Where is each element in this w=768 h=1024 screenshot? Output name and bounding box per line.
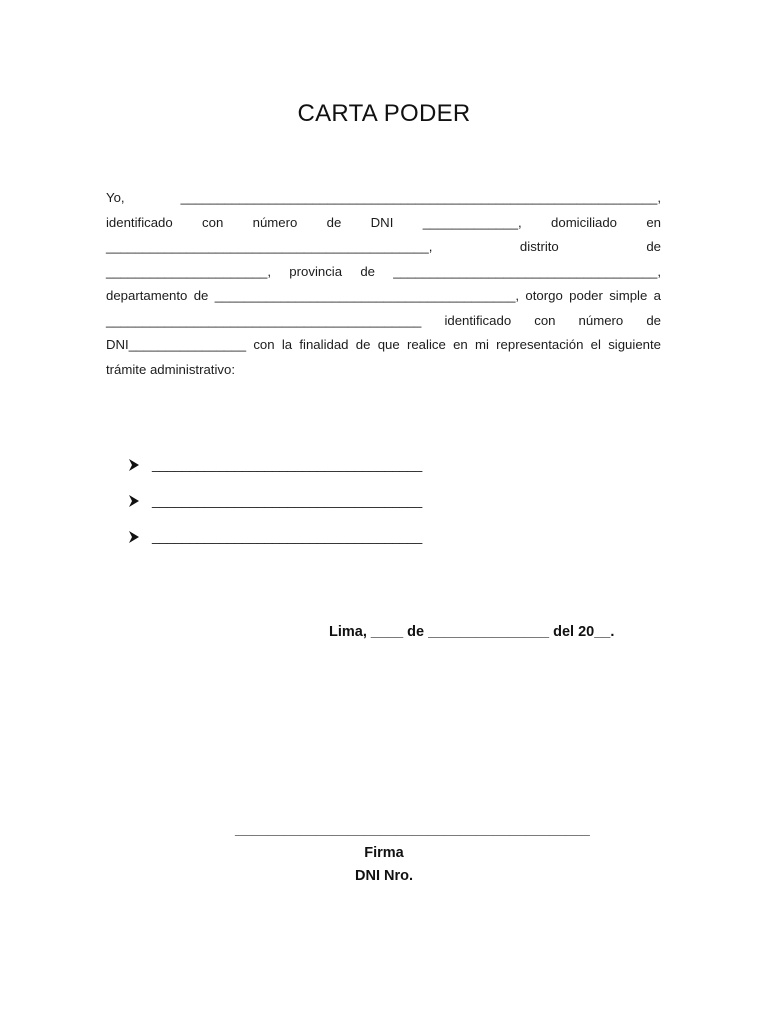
paragraph-line-8: trámite administrativo:: [106, 361, 235, 377]
list-item-blank: ____________________________________: [152, 529, 423, 544]
list-item: [128, 456, 448, 492]
paragraph-line-6: ___________________________________________ identificado con número de: [106, 312, 661, 328]
place-date-line: Lima, ____ de _______________ del 20__.: [329, 624, 615, 640]
paragraph-line-4: ______________________, provincia de ____________________________________,: [106, 263, 661, 279]
document-title: CARTA PODER: [297, 100, 471, 127]
paragraph-line-2: identificado con número de DNI _____________, domiciliado en: [106, 214, 661, 230]
paragraph-line-1: Yo, _________________________________________________________________,: [106, 190, 661, 205]
list-item: [128, 528, 448, 564]
arrowhead-bullet-icon: [128, 530, 140, 544]
paragraph-line-7: DNI________________ con la finalidad de que realice en mi representación el siguiente: [106, 337, 661, 352]
signature-line: ____________________________________________: [235, 822, 590, 838]
list-item: [128, 492, 448, 528]
paragraph-line-3: ____________________________________________, distrito de: [106, 239, 661, 254]
procedure-list: [128, 456, 448, 564]
arrowhead-bullet-icon: [128, 494, 140, 508]
dni-label: DNI Nro.: [355, 868, 413, 884]
arrowhead-bullet-icon: [128, 458, 140, 472]
signature-label: Firma: [364, 845, 404, 861]
list-item-blank: ____________________________________: [152, 493, 423, 508]
paragraph-line-5: departamento de _________________________________________, otorgo poder simple a: [106, 288, 661, 303]
list-item-blank: ____________________________________: [152, 457, 423, 472]
